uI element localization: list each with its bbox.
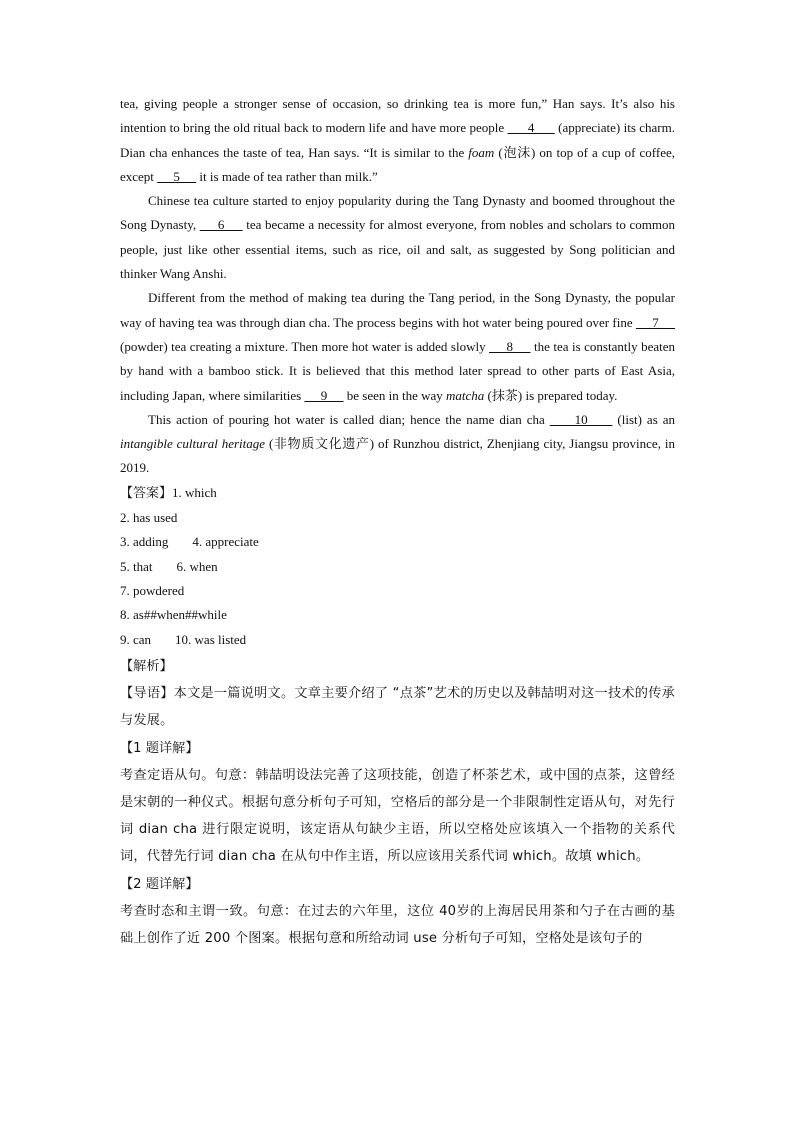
passage-paragraph-4 [120,408,675,481]
question-1-heading: 【1 题详解】 [120,740,199,756]
answer-10: 10. was listed [175,631,247,647]
answer-5: 5. that [120,558,153,574]
answer-1: 1. which [172,484,217,500]
answer-8: 8. as##when##while [120,607,227,623]
text-run: (list) as an [612,411,676,427]
question-2-explanation: 考查时态和主谓一致。句意：在过去的六年里，这位 40岁的上海居民用茶和勺子在古画的基础上创作了近 200 个图案。根据句意和所给动词 use 分析句子可知，空格处是该句子的 [120,903,675,946]
text-run: be seen in the way [343,387,447,403]
passage-paragraph-1 [120,92,675,189]
guide-paragraph [120,680,675,734]
text-run: (非物质文化遗产) of Runzhou district, Zhenjiang city, Jiangsu province, in 2019. [120,436,675,476]
answer-7: 7. powdered [120,582,185,598]
text-run: the tea is constantly beaten by hand with a bamboo stick. It is believed that this method later spread to other parts of East Asia, including Japan, where similarities [120,338,676,403]
answer-4: 4. appreciate [192,534,259,550]
italic-term-foam: foam [468,144,495,160]
answer-9: 9. can [120,631,152,647]
blank-5: 5 [157,168,197,184]
italic-term-matcha: matcha [446,387,485,403]
answer-3: 3. adding [120,534,169,550]
passage-paragraph-3 [120,286,675,407]
blank-7: 7 [635,314,676,330]
blank-4: 4 [507,120,555,136]
text-run: (appreciate) its charm. Dian cha enhances the taste of tea, Han says. “It is similar to the [120,120,676,160]
answer-6: 6. when [176,558,218,574]
blank-6: 6 [199,217,243,233]
answer-2: 2. has used [120,510,178,526]
answer-row [120,603,675,627]
analysis-tag: 【解析】 [120,658,173,674]
text-run: Different from the method of making tea during the Tang period, in the Song Dynasty, the popular way of having tea was through dian cha. The process begins with hot water being poured over fine [120,290,675,330]
text-run: (powder) tea creating a mixture. Then more hot water is added slowly [120,338,490,354]
guide-tag: 【导语】 [120,685,174,701]
answer-row [120,530,675,554]
italic-term-heritage: intangible cultural heritage [120,436,266,452]
guide-text: 本文是一篇说明文。文章主要介绍了 “点茶”艺术的历史以及韩喆明对这一技术的传承与发展。 [120,685,675,728]
answer-key [120,481,675,652]
analysis-section [120,654,675,952]
text-run: tea, giving people a stronger sense of occasion, so drinking tea is more fun,” Han says. It’s also his intention to bring the old ritual back to modern life and have more people [120,96,675,136]
answer-row [120,506,675,530]
text-run: tea became a necessity for almost everyone, from nobles and scholars to common people, just like other essential items, such as rice, oil and salt, as suggested by Song politician and thinker Wang Anshi. [120,217,675,282]
question-1-explanation: 考查定语从句。句意：韩喆明设法完善了这项技能，创造了杯茶艺术，或中国的点茶，这曾经是宋朝的一种仪式。根据句意分析句子可知，空格后的部分是一个非限制性定语从句，对先行词 dian cha 进行限定说明，该定语从句缺少主语，所以空格处应该填入一个指物的关系代词，代替先行词 dian cha 在从句中作主语，所以应该用关系代词 which。故填 which。 [120,767,675,864]
answer-row [120,628,675,652]
answer-row [120,481,675,506]
answer-row [120,579,675,603]
blank-8: 8 [489,338,531,354]
document-page [120,92,675,952]
answer-tag: 【答案】 [120,485,173,501]
blank-10: 10 [549,411,613,427]
passage-paragraph-2 [120,189,675,286]
text-run: This action of pouring hot water is called dian; hence the name dian cha [148,411,550,427]
text-run: (泡沫) on top of a cup of coffee, except [120,144,675,184]
text-run: Chinese tea culture started to enjoy popularity during the Tang Dynasty and boomed throughout the Song Dynasty, [120,193,675,233]
question-2-heading: 【2 题详解】 [120,876,199,892]
blank-9: 9 [304,387,344,403]
text-run: it is made of tea rather than milk.” [196,168,378,184]
answer-row [120,555,675,579]
text-run: (抹茶) is prepared today. [484,387,618,403]
